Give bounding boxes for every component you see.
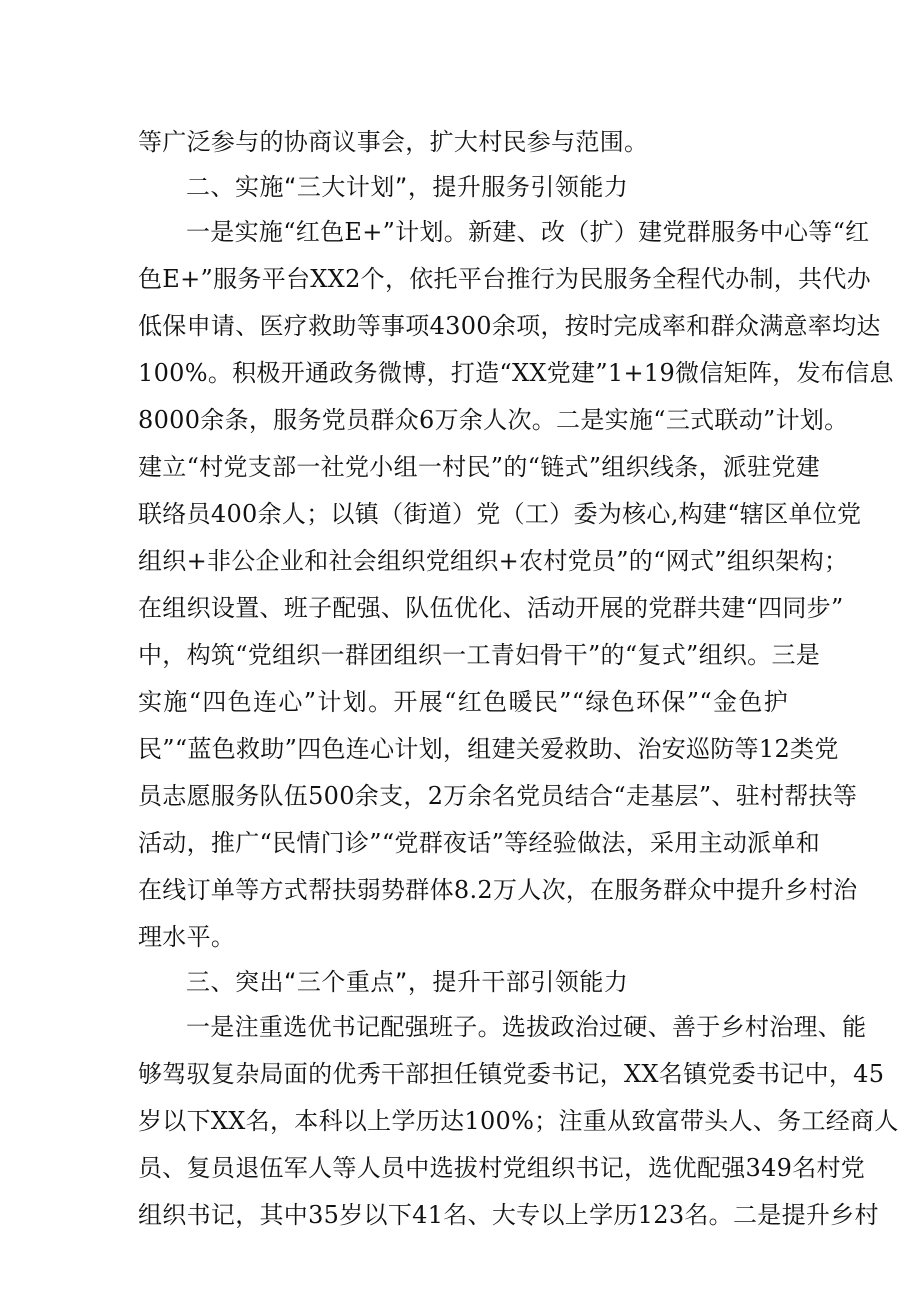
paragraph-line: 建立“村党支部一社党小组一村民”的“链式”组织线条，派驻党建 xyxy=(138,453,821,481)
paragraph-line: 在线订单等方式帮扶弱势群体8.2万人次，在服务群众中提升乡村治 xyxy=(138,876,858,904)
paragraph-line: 100%。积极开通政务微博，打造“XX党建”1+19微信矩阵，发布信息 xyxy=(138,359,894,387)
paragraph-line: 组织+非公企业和社会组织党组织+农村党员”的“网式”组织架构； xyxy=(138,547,849,575)
paragraph-line: 民”“蓝色救助”四色连心计划，组建关爱救助、治安巡防等12类党 xyxy=(138,735,839,763)
paragraph-line: 岁以下XX名，本科以上学历达100%；注重从致富带头人、务工经商人 xyxy=(138,1107,899,1135)
paragraph-line: 员、复员退伍军人等人员中选拔村党组织书记，选优配强349名村党 xyxy=(138,1154,866,1182)
paragraph-line: 员志愿服务队伍500余支，2万余名党员结合“走基层”、驻村帮扶等 xyxy=(138,782,858,810)
paragraph-line: 一是实施“红色E+”计划。新建、改（扩）建党群服务中心等“红 xyxy=(186,218,870,246)
paragraph-line: 8000余条，服务党员群众6万余人次。二是实施“三式联动”计划。 xyxy=(138,406,849,434)
paragraph-line: 够驾驭复杂局面的优秀干部担任镇党委书记，XX名镇党委书记中，45 xyxy=(138,1060,885,1088)
paragraph-line: 组织书记，其中35岁以下41名、大专以上学历123名。二是提升乡村 xyxy=(138,1201,879,1229)
paragraph-line: 低保申请、医疗救助等事项4300余项，按时完成率和群众满意率均达 xyxy=(138,312,881,340)
section-heading-2: 二、实施“三大计划”，提升服务引领能力 xyxy=(186,173,629,201)
paragraph-line: 活动，推广“民情门诊”“党群夜话”等经验做法，采用主动派单和 xyxy=(138,829,821,857)
paragraph-line: 实施“四色连心”计划。开展“红色暖民”“绿色环保”“金色护 xyxy=(138,688,788,716)
paragraph-line: 联络员400余人；以镇（街道）党（工）委为核心,构建“辖区单位党 xyxy=(138,500,862,528)
paragraph-line: 理水平。 xyxy=(138,923,236,951)
section-heading-3: 三、突出“三个重点”，提升干部引领能力 xyxy=(186,968,629,996)
paragraph-line: 中，构筑“党组织一群团组织一工青妇骨干”的“复式”组织。三是 xyxy=(138,641,821,669)
paragraph-line: 色E+”服务平台XX2个，依托平台推行为民服务全程代办制，共代办 xyxy=(138,265,871,293)
paragraph-line: 一是注重选优书记配强班子。选拔政治过硬、善于乡村治理、能 xyxy=(186,1013,867,1041)
paragraph-line: 在组织设置、班子配强、队伍优化、活动开展的党群共建“四同步” xyxy=(138,594,844,622)
paragraph-line: 等广泛参与的协商议事会，扩大村民参与范围。 xyxy=(138,128,649,156)
